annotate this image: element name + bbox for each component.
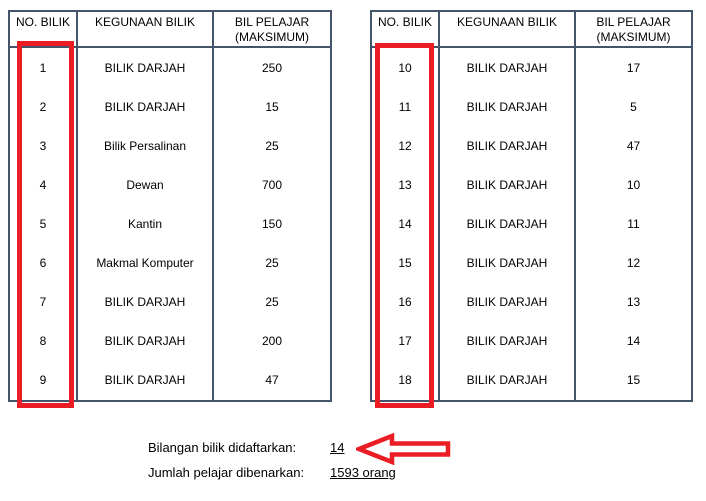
header-kegunaan-bilik: KEGUNAAN BILIK xyxy=(78,12,214,46)
cell-kegunaan: Dewan xyxy=(78,165,214,204)
allowed-students-value: 1593 orang xyxy=(330,465,396,480)
header-bil-pelajar-line2: (MAKSIMUM) xyxy=(235,30,309,44)
header-bil-pelajar-line1: BIL PELAJAR xyxy=(234,15,310,29)
cell-no-bilik: 2 xyxy=(10,87,78,126)
cell-kegunaan: BILIK DARJAH xyxy=(440,126,576,165)
cell-bil-pelajar: 10 xyxy=(626,177,641,192)
header-no-bilik: NO. BILIK xyxy=(372,12,440,46)
highlight-box-no-bilik-2 xyxy=(375,43,434,408)
cell-no-bilik: 3 xyxy=(10,126,78,165)
header-bil-pelajar xyxy=(576,12,691,46)
cell-bil-pelajar: 17 xyxy=(626,60,641,75)
cell-kegunaan: Bilik Persalinan xyxy=(78,126,214,165)
header-bil-pelajar-line2: (MAKSIMUM) xyxy=(596,30,671,44)
cell-no-bilik: 9 xyxy=(10,361,78,400)
registered-count-value: 14 xyxy=(330,440,345,455)
cell-no-bilik: 6 xyxy=(10,244,78,283)
cell-no-bilik: 11 xyxy=(372,87,440,126)
registered-count-label: Bilangan bilik didaftarkan: xyxy=(148,440,297,455)
cell-no-bilik: 17 xyxy=(372,322,440,361)
cell-kegunaan: BILIK DARJAH xyxy=(78,283,214,322)
cell-kegunaan: BILIK DARJAH xyxy=(440,283,576,322)
cell-kegunaan: BILIK DARJAH xyxy=(440,87,576,126)
cell-bil-pelajar: 5 xyxy=(630,99,637,114)
cell-kegunaan: BILIK DARJAH xyxy=(440,48,576,87)
cell-bil-pelajar: 47 xyxy=(265,373,279,388)
cell-bil-pelajar: 15 xyxy=(626,373,641,388)
cell-bil-pelajar: 14 xyxy=(626,334,641,349)
cell-bil-pelajar: 47 xyxy=(626,138,641,153)
cell-bil-pelajar: 12 xyxy=(626,256,641,271)
cell-kegunaan: Kantin xyxy=(78,204,214,243)
cell-kegunaan: BILIK DARJAH xyxy=(78,322,214,361)
cell-no-bilik: 8 xyxy=(10,322,78,361)
allowed-students-label: Jumlah pelajar dibenarkan: xyxy=(148,465,305,480)
cell-bil-pelajar: 150 xyxy=(261,216,283,231)
cell-bil-pelajar: 11 xyxy=(627,216,640,231)
cell-bil-pelajar: 700 xyxy=(261,177,283,192)
header-kegunaan-bilik: KEGUNAAN BILIK xyxy=(440,12,576,46)
cell-no-bilik: 10 xyxy=(372,48,440,87)
cell-no-bilik: 16 xyxy=(372,283,440,322)
cell-bil-pelajar: 13 xyxy=(626,295,641,310)
cell-bil-pelajar: 25 xyxy=(265,138,279,153)
cell-no-bilik: 7 xyxy=(10,283,78,322)
cell-kegunaan: BILIK DARJAH xyxy=(440,244,576,283)
cell-bil-pelajar: 250 xyxy=(261,60,283,75)
cell-no-bilik: 15 xyxy=(372,244,440,283)
cell-no-bilik: 14 xyxy=(372,204,440,243)
header-no-bilik: NO. BILIK xyxy=(10,12,78,46)
cell-kegunaan: Makmal Komputer xyxy=(78,244,214,283)
cell-kegunaan: BILIK DARJAH xyxy=(440,204,576,243)
cell-no-bilik: 12 xyxy=(372,126,440,165)
header-bil-pelajar xyxy=(214,12,330,46)
cell-no-bilik: 18 xyxy=(372,361,440,400)
cell-kegunaan: BILIK DARJAH xyxy=(78,48,214,87)
cell-bil-pelajar: 15 xyxy=(265,99,279,114)
cell-bil-pelajar: 25 xyxy=(265,295,279,310)
cell-kegunaan: BILIK DARJAH xyxy=(78,361,214,400)
cell-kegunaan: BILIK DARJAH xyxy=(440,322,576,361)
cell-no-bilik: 13 xyxy=(372,165,440,204)
cell-bil-pelajar: 200 xyxy=(261,334,283,349)
cell-kegunaan: BILIK DARJAH xyxy=(440,165,576,204)
cell-no-bilik: 1 xyxy=(10,48,78,87)
cell-no-bilik: 5 xyxy=(10,204,78,243)
cell-bil-pelajar: 25 xyxy=(265,256,279,271)
highlight-box-no-bilik-1 xyxy=(17,41,74,408)
cell-kegunaan: BILIK DARJAH xyxy=(78,87,214,126)
red-arrow-left-icon xyxy=(356,433,452,465)
cell-no-bilik: 4 xyxy=(10,165,78,204)
cell-kegunaan: BILIK DARJAH xyxy=(440,361,576,400)
header-bil-pelajar-line1: BIL PELAJAR xyxy=(596,15,671,29)
